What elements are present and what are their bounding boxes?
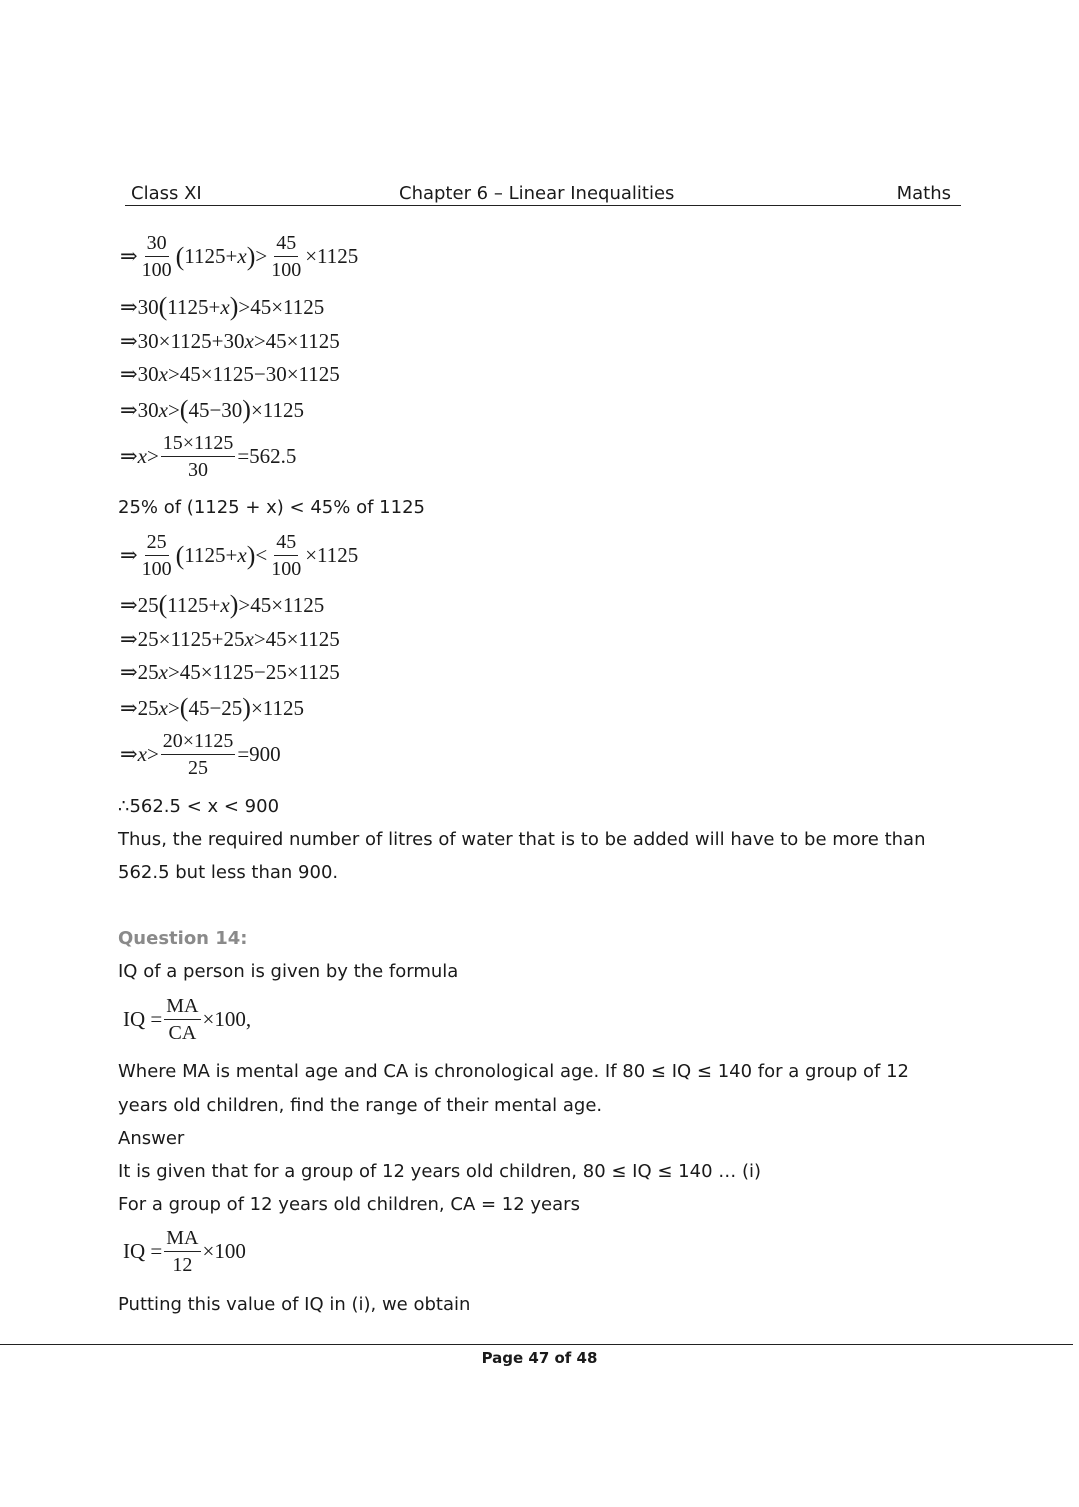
footer-divider [0,1344,1073,1345]
conclusion-line-1: Thus, the required number of litres of water that is to be added will have to be more than [118,829,926,850]
equation-line: ⇒30 x >45×1125−30×1125 [120,362,340,386]
iq-formula-substituted: IQ = $\frac{MA}{12}$ ×100 [123,1227,246,1276]
question-heading: Question 14: [118,928,248,949]
equation-line: ⇒25 ( 1125+ x ) >45×1125 [120,590,325,619]
iq-formula: IQ = $\frac{MA}{CA}$ ×100, [123,995,252,1044]
header-subject: Maths [896,183,951,204]
page-number: Page 47 of 48 [481,1349,598,1367]
page-header [125,183,961,206]
header-class: Class XI [131,183,202,204]
equation-line: ⇒ x > $\frac{15\times 1125}{30}$ =562.5 [120,432,297,481]
equation-line: ⇒30 ( 1125+ x ) >45×1125 [120,292,325,321]
conclusion-line-2: 562.5 but less than 900. [118,862,339,883]
answer-text: It is given that for a group of 12 years old children, 80 ≤ IQ ≤ 140 … (i) [118,1161,762,1182]
question-text: IQ of a person is given by the formula [118,961,459,982]
condition-line: 25% of (1125 + x) < 45% of 1125 [118,497,425,518]
equation-line: ⇒ $\frac{30}{100}$ ( 1125+ x ) > $\frac{45}{100}$ ×1125 [120,232,359,281]
equation-line: ⇒25×1125+25 x >45×1125 [120,627,340,651]
equation-line: ⇒25 x > ( 45−25 ) ×1125 [120,693,305,722]
question-text: years old children, find the range of their mental age. [118,1095,603,1116]
equation-line: ⇒30 x > ( 45−30 ) ×1125 [120,395,305,424]
header-chapter: Chapter 6 – Linear Inequalities [399,183,675,204]
equation-line: ⇒ $\frac{25}{100}$ ( 1125+ x ) < $\frac{45}{100}$ ×1125 [120,531,359,580]
answer-text: For a group of 12 years old children, CA = 12 years [118,1194,580,1215]
answer-label: Answer [118,1128,185,1149]
equation-line: ⇒30×1125+30 x >45×1125 [120,329,340,353]
equation-line: ⇒ x > $\frac{20\times 1125}{25}$ =900 [120,730,281,779]
result-line: ∴562.5 < x < 900 [118,796,280,817]
question-text: Where MA is mental age and CA is chronological age. If 80 ≤ IQ ≤ 140 for a group of 12 [118,1061,909,1082]
equation-line: ⇒25 x >45×1125−25×1125 [120,660,340,684]
answer-text: Putting this value of IQ in (i), we obtain [118,1294,471,1315]
